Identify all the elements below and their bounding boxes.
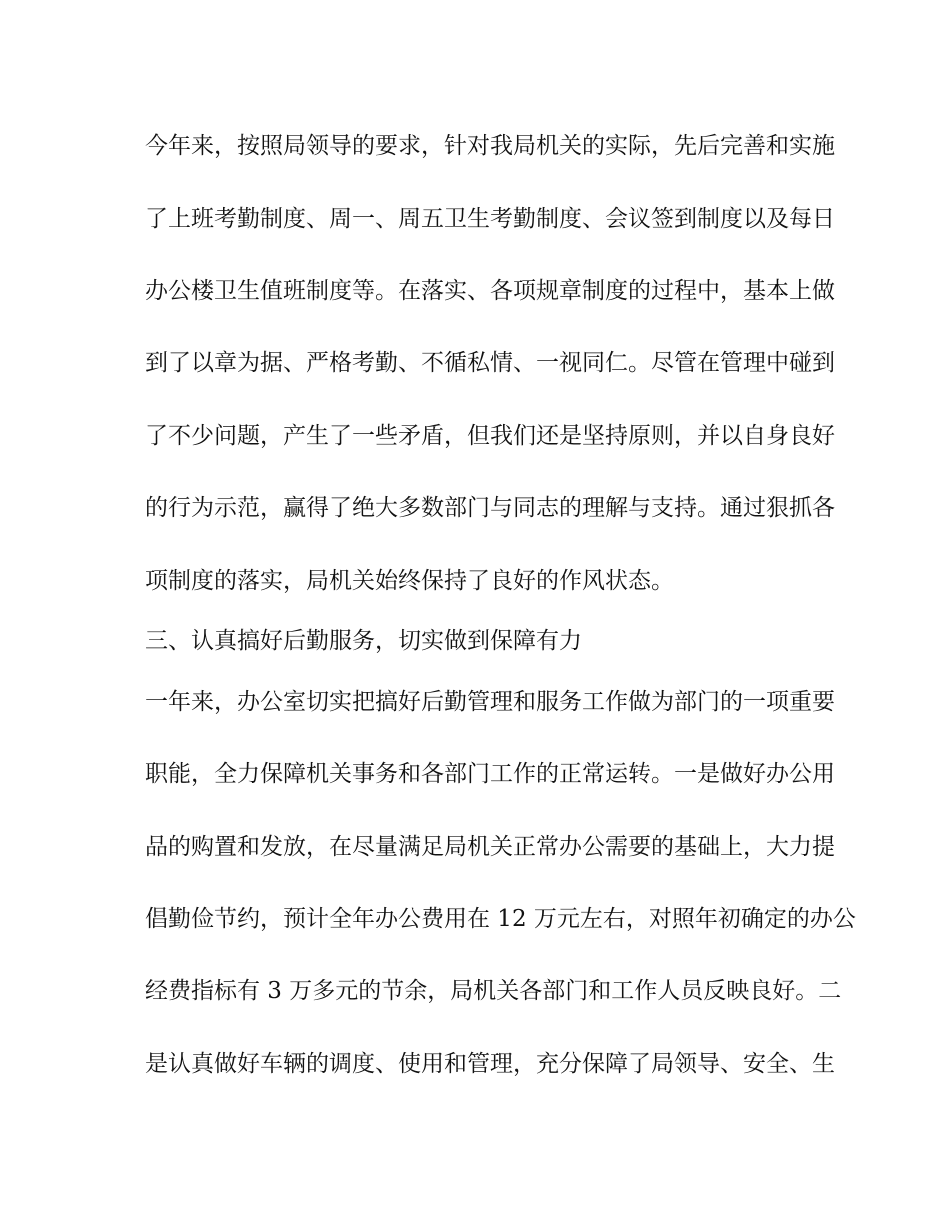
section-heading: 三、认真搞好后勤服务，切实做到保障有力 xyxy=(145,628,582,654)
text-line: 一年来，办公室切实把搞好后勤管理和服务工作做为部门的一项重要 xyxy=(145,689,835,715)
text-line: 倡勤俭节约，预计全年办公费用在 12 万元左右，对照年初确定的办公 xyxy=(145,906,856,932)
text-line: 经费指标有 3 万多元的节余，局机关各部门和工作人员反映良好。二 xyxy=(145,978,842,1004)
text-line: 项制度的落实，局机关始终保持了良好的作风状态。 xyxy=(145,568,674,594)
text-line: 今年来，按照局领导的要求，针对我局机关的实际，先后完善和实施 xyxy=(145,133,835,159)
text-line: 了上班考勤制度、周一、周五卫生考勤制度、会议签到制度以及每日 xyxy=(145,206,835,232)
text-line: 的行为示范，赢得了绝大多数部门与同志的理解与支持。通过狠抓各 xyxy=(145,495,835,521)
text-line: 是认真做好车辆的调度、使用和管理，充分保障了局领导、安全、生 xyxy=(145,1051,835,1077)
text-line: 了不少问题，产生了一些矛盾，但我们还是坚持原则，并以自身良好 xyxy=(145,423,835,449)
text-line: 办公楼卫生值班制度等。在落实、各项规章制度的过程中，基本上做 xyxy=(145,278,835,304)
text-line: 职能，全力保障机关事务和各部门工作的正常运转。一是做好办公用 xyxy=(145,761,835,787)
text-line: 到了以章为据、严格考勤、不循私情、一视同仁。尽管在管理中碰到 xyxy=(145,350,835,376)
text-line: 品的购置和发放，在尽量满足局机关正常办公需要的基础上，大力提 xyxy=(145,834,835,860)
